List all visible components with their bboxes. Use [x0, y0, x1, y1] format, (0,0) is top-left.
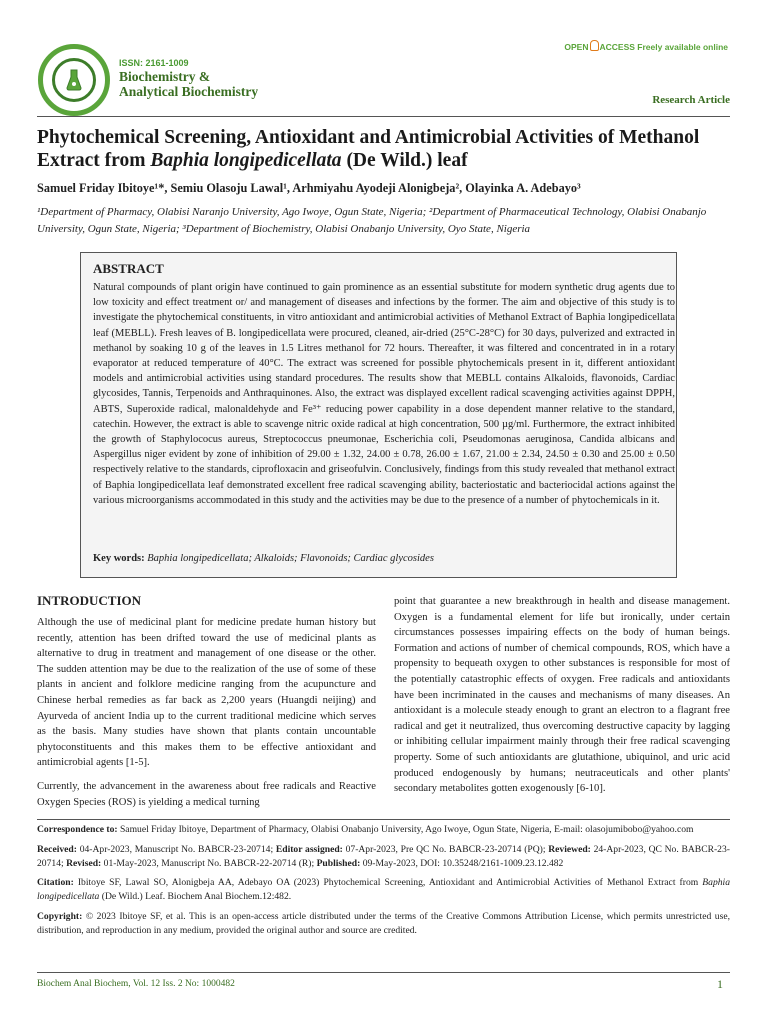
abstract-text: Natural compounds of plant origin have continued to gain prominence as an essential substitute for modern synthetic drug agents due to low toxicity and effect treatment or/ and management of diseases and infections by the former. The aim and objective of this study is to investigate the phytochemical constituents, in vitro antioxidant and antimicrobial activities of Methanol Extract of Baphia longipedicellata leaf (MEBLL). Fresh leaves of B. longipedicellata were procured, cleaned, air-dried (25°C-28°C) for 30 days, pulverized and extracted in methanol by soaking 10 g of the leaves in 1.5 Litres methanol for 72 hours. Thereafter, it was filtered and concentrated in in a rotary evaporator at reduced temperature of 40°C. The extract was screened for possible phytochemicals present in it, different antioxidant models and antimicrobial activities using standard procedures. The results show that MEBLL contains Alkaloids, flavonoids, Cardiac glycosides, Tannis, Terpenoids and Anthraquinones. Also, the extract was displayed excellent radical scavenging activities against DPPH, ABTS, Superoxide radical, malonaldehyde and Fe³⁺ reducing power capability in a dose dependent manner relative to the standard, catechin. However, the extract is able to scavenge nitric oxide radical at high concentration, 500 µg/ml. Furthermore, the extract inhibited the growth of Staphylococus aureus, Streptococcus pneumonae, Escherichia coli, Pseudomonas aeruginosa, Candida albicans and Aspergillus niger evident by zone of inhibition of 29.00 ± 1.32, 24.00 ± 0.78, 26.00 ± 1.67, 21.00 ± 2.34, 24.50 ± 0.30 and 25.00 ± 0.50 respectively relative to the standards, ciprofloxacin and griseofulvin. Conclusively, findings from this study revealed that methanol extract of Baphia longipedicellata leaf demonstrated excellent free radical scavenging ability, bacteriostatic and bacteriocidal actions against the various microorganisms accommodated in this study and the activities may be due to the presence of a number of phytochemicals in it.	[93, 282, 675, 506]
correspondence: Correspondence to: Samuel Friday Ibitoye, Department of Pharmacy, Olabisi Onabanjo University, Ago Iwoye, Ogun State, Nigeria, E-mail: olasojumibobo@yahoo.com	[37, 824, 694, 835]
footer-journal-ref: Biochem Anal Biochem, Vol. 12 Iss. 2 No: 1000482	[37, 979, 235, 989]
abstract-heading: ABSTRACT	[93, 261, 164, 276]
intro-paragraph: Although the use of medicinal plant for medicine predate human history but recently, attention has been drifted toward the use of medicinal plants as alternative to drug in treatment and management of one disease or the other. The sudden attention may be due to the realization of the use of some of these plants in ancient and folklore medicine ranging from the acupuncture and Chinese herbal remedies as far back as 2,200 years (Huangdi neijing) and Ayurveda of ancient India up to the current traditional medicine which serves as the basis. Many studies have shown that plants contain uncountable phytoconstituents and this makes them to be effective antioxidant and antimicrobial agents [1-5].	[37, 617, 376, 769]
author-list: Samuel Friday Ibitoye¹*, Semiu Olasoju Lawal¹, Arhmiyahu Ayodeji Alonigbeja², Olayinka A. Adebayo³	[37, 181, 581, 195]
introduction-heading: INTRODUCTION	[37, 593, 142, 608]
open-access-badge: OPEN ACCESS Freely available online	[564, 42, 728, 52]
intro-column-right	[394, 594, 730, 805]
footer-divider	[37, 972, 730, 973]
page-number: 1	[717, 977, 723, 991]
footnote-divider	[37, 819, 730, 820]
article-title: Phytochemical Screening, Antioxidant and Antimicrobial Activities of Methanol Extract from Baphia longipedicellata (De Wild.) leaf	[37, 127, 700, 171]
copyright: Copyright: © 2023 Ibitoye SF, et al. This is an open-access article distributed under the terms of the Creative Commons Attribution License, which permits unrestricted use, distribution, and reproduction in any medium, provided the original author and source are credited.	[37, 910, 730, 936]
issn: ISSN: 2161-1009	[119, 58, 189, 68]
affiliations: ¹Department of Pharmacy, Olabisi Naranjo University, Ago Iwoye, Ogun State, Nigeria; ²Department of Pharmaceutical Technology, Olabisi Onabanjo University, Ogun State, Nigeria; ³Department of Biochemistry, Olabisi Onabanjo University, Oyo State, Nigeria	[37, 206, 707, 235]
open-access-lock-icon	[590, 40, 599, 51]
citation: Citation: Ibitoye SF, Lawal SO, Alonigbeja AA, Adebayo OA (2023) Phytochemical Screening, Antioxidant and Antimicrobial Activities of Methanol Extract from Baphia longipedicellata (De Wild.) Leaf. Biochem Anal Biochem.12:482.	[37, 877, 730, 903]
intro-column-left	[37, 615, 376, 818]
keywords: Key words: Baphia longipedicellata; Alkaloids; Flavonoids; Cardiac glycosides	[93, 553, 434, 564]
flask-icon	[66, 69, 82, 91]
journal-logo-icon	[38, 44, 110, 116]
article-type: Research Article	[652, 94, 730, 106]
journal-name: Biochemistry & Analytical Biochemistry	[119, 69, 259, 99]
intro-paragraph: Currently, the advancement in the awareness about free radicals and Reactive Oxygen Species (ROS) is yielding a medical turning	[37, 780, 376, 808]
header-divider	[37, 116, 730, 117]
footnotes	[37, 823, 730, 944]
dates: Received: 04-Apr-2023, Manuscript No. BABCR-23-20714; Editor assigned: 07-Apr-2023, Pre QC No. BABCR-23-20714 (PQ); Reviewed: 24-Apr-2023, QC No. BABCR-23-20714; Revised: 01-May-2023, Manuscript No. BABCR-22-20714 (R); Published: 09-May-2023, DOI: 10.35248/2161-1009.23.12.482	[37, 843, 730, 869]
intro-paragraph: point that guarantee a new breakthrough in health and disease management. Oxygen is a fundamental element for life but ironically, under certain circumstances possesses impairing effects on the body of human beings. Formation and actions of number of chemical compounds, ROS, which have a propensity to bequeath oxygen to other substances is responsible for most of the potentially catastrophic effects of oxygen. Free radicals and antioxidants have been incriminated in the causes and mechanisms of many diseases. An antioxidant is a molecule steady enough to grant an electron to a flagrant free radical and get it neutralized, thus overcoming destructive capacity by lagging or inhibiting cellular impairment mainly through their free radical scavenging property. Some of such antioxidants are glutathione, ubiquinol, and uric acid produced endogenously by humans; neutraceuticals and other plants' secondary metabolites gotten exogenously [6-10].	[394, 596, 730, 795]
